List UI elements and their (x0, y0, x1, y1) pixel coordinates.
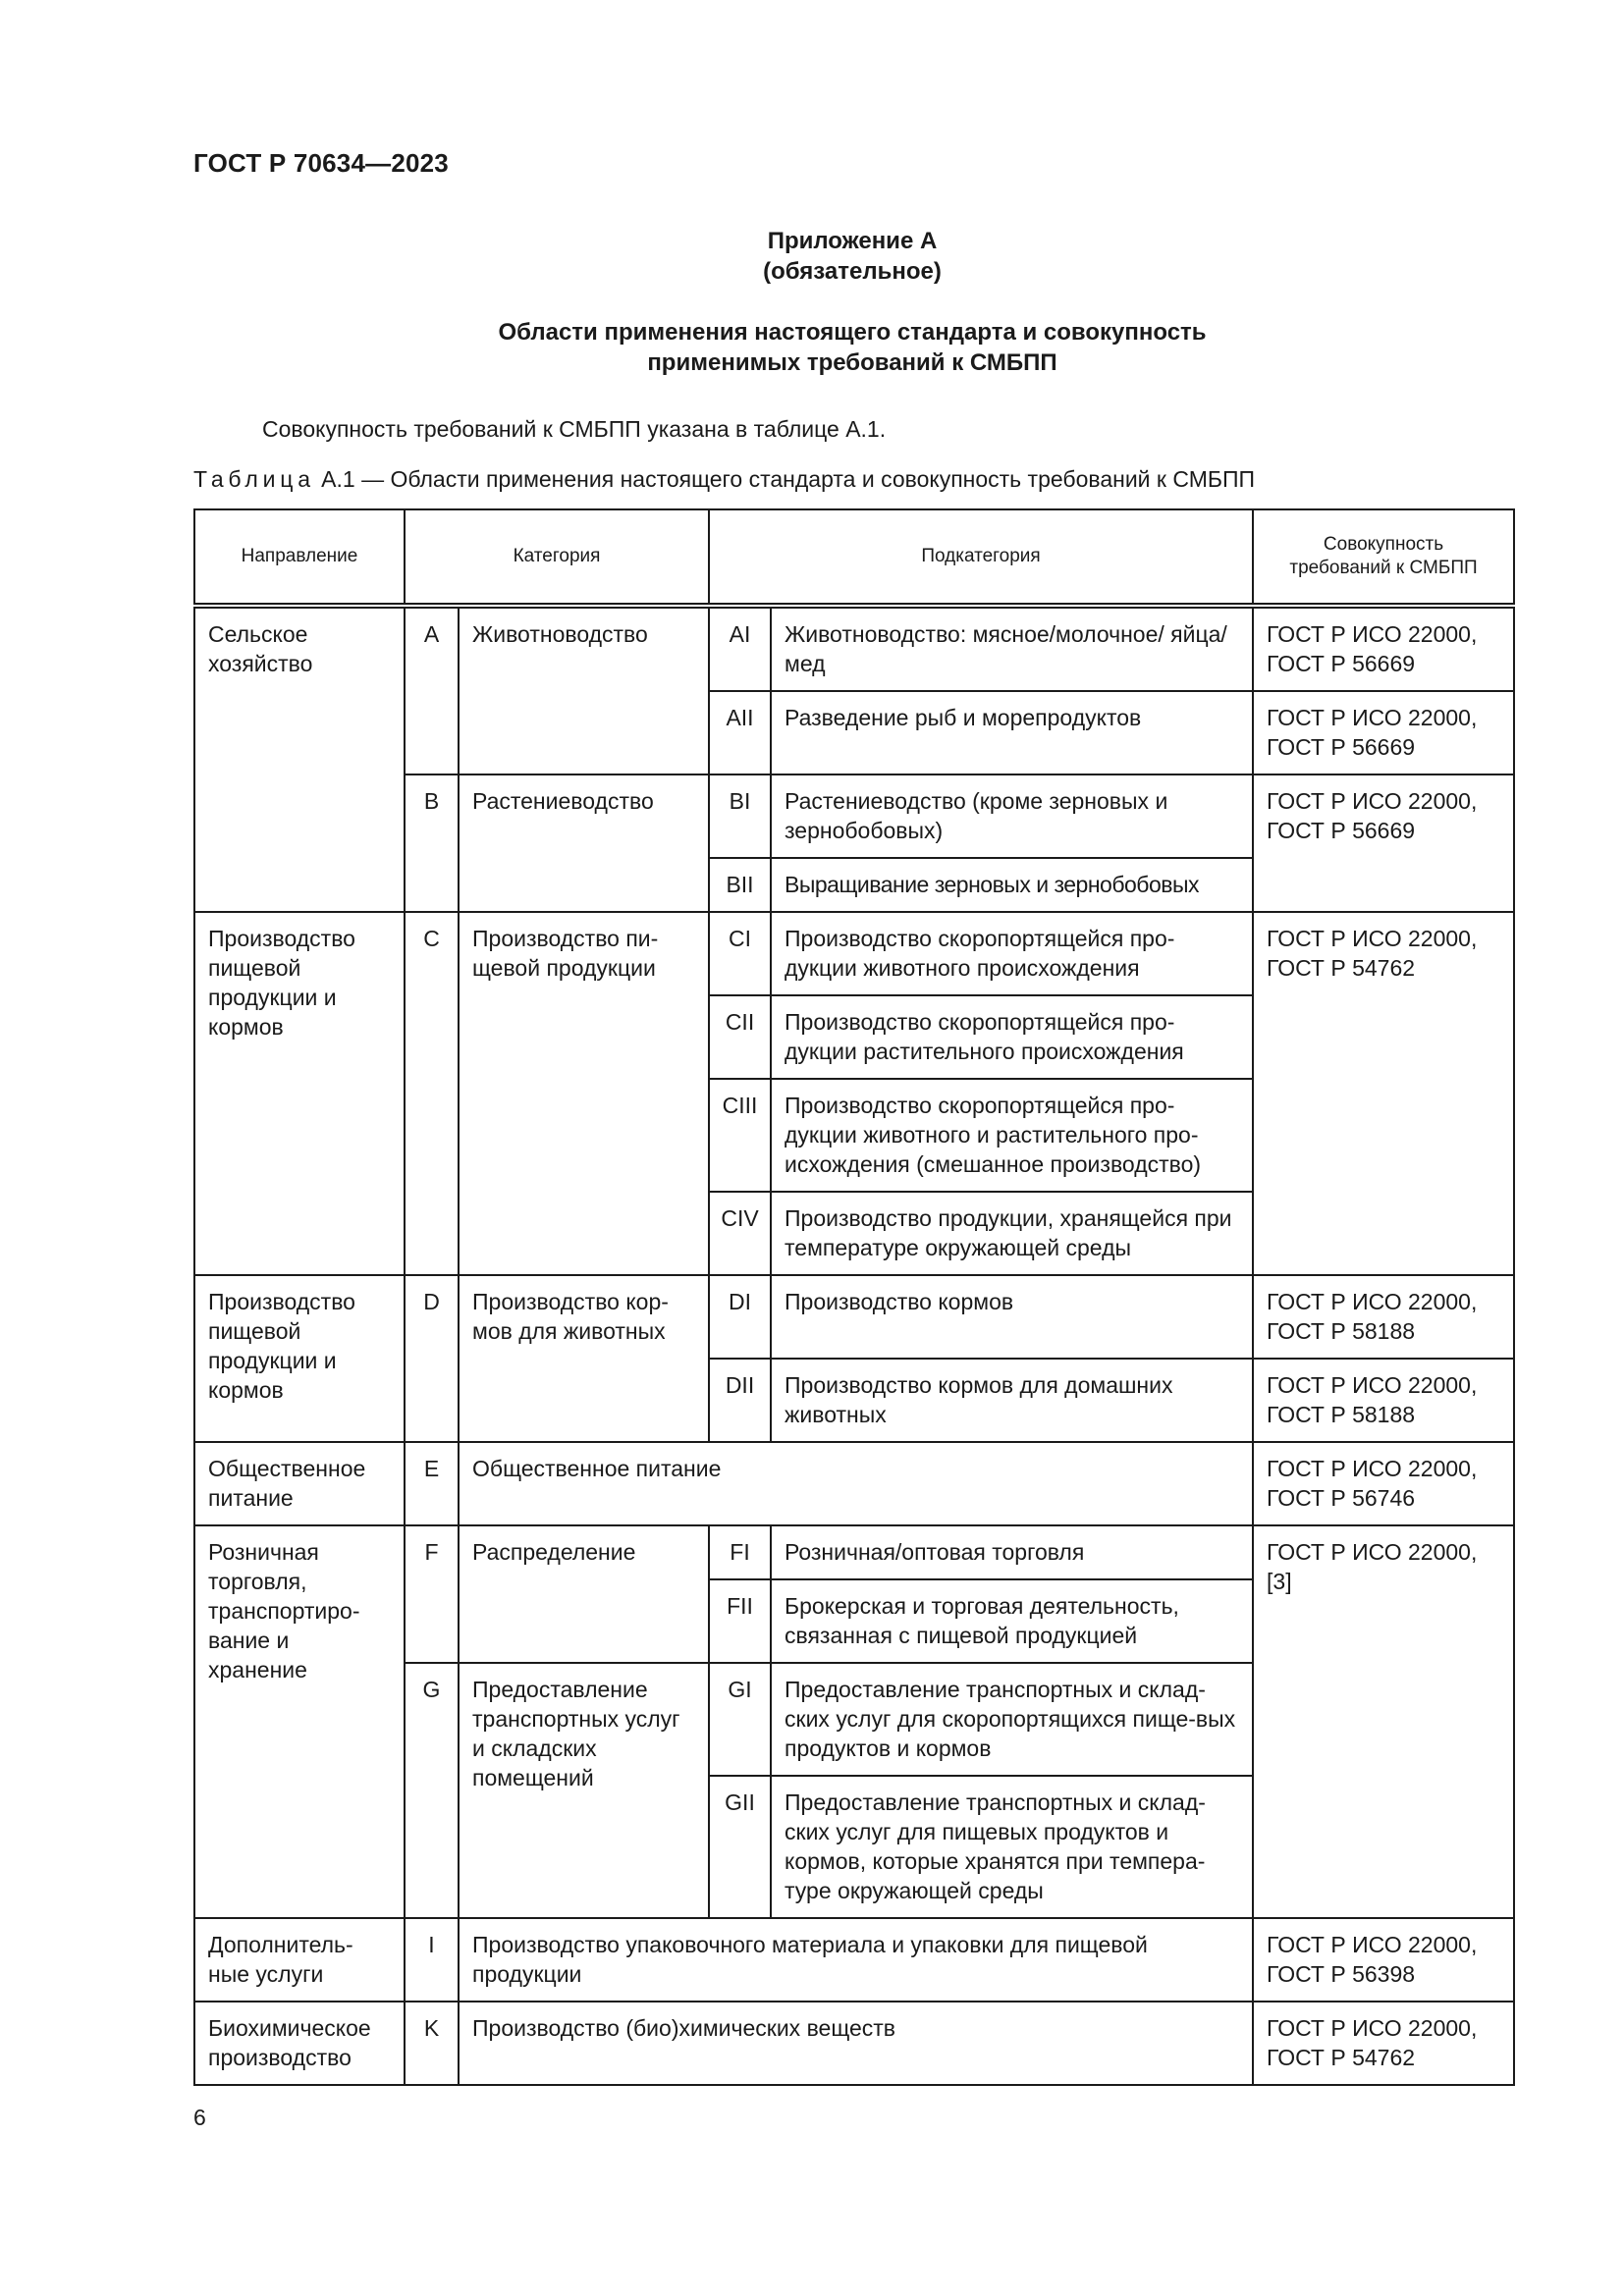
page-number: 6 (193, 2105, 206, 2130)
category-name: Производство кор-мов для животных (459, 1275, 709, 1442)
subcategory-name: Производство кормов для домашних животных (771, 1359, 1253, 1442)
intro-paragraph: Совокупность требований к СМБПП указана в таблице А.1. (262, 416, 887, 442)
category-code: B (405, 774, 459, 912)
category-name: Производство (био)химических веществ (459, 2002, 1253, 2085)
requirements-cell: ГОСТ Р ИСО 22000, ГОСТ Р 54762 (1253, 2002, 1514, 2085)
subcategory-name: Розничная/оптовая торговля (771, 1525, 1253, 1579)
table-header-row (194, 509, 1514, 606)
annex-heading (193, 226, 1511, 287)
table-row (194, 2002, 1514, 2085)
requirements-cell: ГОСТ Р ИСО 22000, ГОСТ Р 56669 (1253, 774, 1514, 912)
category-name: Производство упаковочного материала и упаковки для пищевой продукции (459, 1918, 1253, 2002)
table-caption (193, 466, 1255, 493)
subcategory-name: Растениеводство (кроме зерновых и зернобобовых) (771, 774, 1253, 858)
table-row (194, 1442, 1514, 1525)
category-name: Производство пи-щевой продукции (459, 912, 709, 1275)
header-requirements-line: требований к СМБПП (1289, 558, 1478, 578)
category-code: K (405, 2002, 459, 2085)
direction-cell: Производство пищевой продукции и кормов (194, 912, 405, 1275)
header-direction: Направление (194, 509, 405, 606)
requirements-cell: ГОСТ Р ИСО 22000, ГОСТ Р 58188 (1253, 1275, 1514, 1359)
subcategory-code: FII (709, 1579, 771, 1663)
direction-cell: Розничная торговля, транспортиро-вание и хранение (194, 1525, 405, 1918)
requirements-cell: ГОСТ Р ИСО 22000, ГОСТ Р 56669 (1253, 606, 1514, 691)
subcategory-name: Брокерская и торговая деятельность, связанная с пищевой продукцией (771, 1579, 1253, 1663)
category-code: C (405, 912, 459, 1275)
subcategory-code: DI (709, 1275, 771, 1359)
subcategory-code: BI (709, 774, 771, 858)
subcategory-code: CI (709, 912, 771, 995)
category-name: Животноводство (459, 606, 709, 774)
annex-label: Приложение А (767, 228, 938, 254)
subcategory-code: AII (709, 691, 771, 774)
subcategory-name: Выращивание зерновых и зернобобовых (771, 858, 1253, 912)
subcategory-name: Животноводство: мясное/молочное/ яйца/мед (771, 606, 1253, 691)
direction-cell: Дополнитель-ные услуги (194, 1918, 405, 2002)
direction-cell: Общественное питание (194, 1442, 405, 1525)
subcategory-code: CIV (709, 1192, 771, 1275)
requirements-table (193, 508, 1515, 2086)
subcategory-name: Разведение рыб и морепродуктов (771, 691, 1253, 774)
category-code: F (405, 1525, 459, 1663)
subcategory-code: GII (709, 1776, 771, 1918)
table-row (194, 1275, 1514, 1359)
requirements-cell: ГОСТ Р ИСО 22000, ГОСТ Р 58188 (1253, 1359, 1514, 1442)
category-name: Распределение (459, 1525, 709, 1663)
requirements-cell: ГОСТ Р ИСО 22000, ГОСТ Р 54762 (1253, 912, 1514, 1275)
category-code: D (405, 1275, 459, 1442)
subcategory-name: Предоставление транспортных и склад-ских услуг для скоропортящихся пище-вых продуктов и кормов (771, 1663, 1253, 1776)
subcategory-code: BII (709, 858, 771, 912)
annex-title-line: применимых требований к СМБПП (647, 349, 1057, 376)
header-requirements (1253, 509, 1514, 606)
direction-cell: Сельское хозяйство (194, 606, 405, 912)
table-caption-text: А.1 — Области применения настоящего стандарта и совокупность требований к СМБПП (314, 466, 1256, 492)
requirements-cell: ГОСТ Р ИСО 22000, [3] (1253, 1525, 1514, 1918)
subcategory-code: DII (709, 1359, 771, 1442)
annex-status: (обязательное) (763, 258, 942, 285)
subcategory-code: CII (709, 995, 771, 1079)
category-name: Предоставление транспортных услуг и складских помещений (459, 1663, 709, 1918)
header-subcategory: Подкатегория (709, 509, 1253, 606)
category-code: G (405, 1663, 459, 1918)
category-name: Общественное питание (459, 1442, 1253, 1525)
table-row (194, 1918, 1514, 2002)
direction-cell: Биохимическое производство (194, 2002, 405, 2085)
subcategory-name: Предоставление транспортных и склад-ских услуг для пищевых продуктов и кормов, которые хранятся при темпера-туре окружающей среды (771, 1776, 1253, 1918)
category-code: A (405, 606, 459, 774)
subcategory-code: AI (709, 606, 771, 691)
category-code: I (405, 1918, 459, 2002)
table-row (194, 1525, 1514, 1579)
table-caption-label: Таблица (193, 466, 315, 492)
document-code: ГОСТ Р 70634—2023 (193, 148, 449, 178)
annex-title-line: Области применения настоящего стандарта и совокупность (498, 319, 1207, 346)
subcategory-code: FI (709, 1525, 771, 1579)
category-code: E (405, 1442, 459, 1525)
subcategory-name: Производство скоропортящейся про-дукции животного происхождения (771, 912, 1253, 995)
header-category: Категория (405, 509, 709, 606)
header-requirements-line: Совокупность (1323, 534, 1444, 555)
requirements-cell: ГОСТ Р ИСО 22000, ГОСТ Р 56669 (1253, 691, 1514, 774)
subcategory-name: Производство скоропортящейся про-дукции животного и растительного про-исхождения (смешанное производство) (771, 1079, 1253, 1192)
subcategory-code: CIII (709, 1079, 771, 1192)
requirements-cell: ГОСТ Р ИСО 22000, ГОСТ Р 56746 (1253, 1442, 1514, 1525)
subcategory-name: Производство кормов (771, 1275, 1253, 1359)
subcategory-name: Производство продукции, хранящейся при температуре окружающей среды (771, 1192, 1253, 1275)
subcategory-name: Производство скоропортящейся про-дукции растительного происхождения (771, 995, 1253, 1079)
category-name: Растениеводство (459, 774, 709, 912)
subcategory-code: GI (709, 1663, 771, 1776)
direction-cell: Производство пищевой продукции и кормов (194, 1275, 405, 1442)
table-row (194, 912, 1514, 995)
annex-title (193, 317, 1511, 378)
table-row (194, 606, 1514, 691)
requirements-cell: ГОСТ Р ИСО 22000, ГОСТ Р 56398 (1253, 1918, 1514, 2002)
